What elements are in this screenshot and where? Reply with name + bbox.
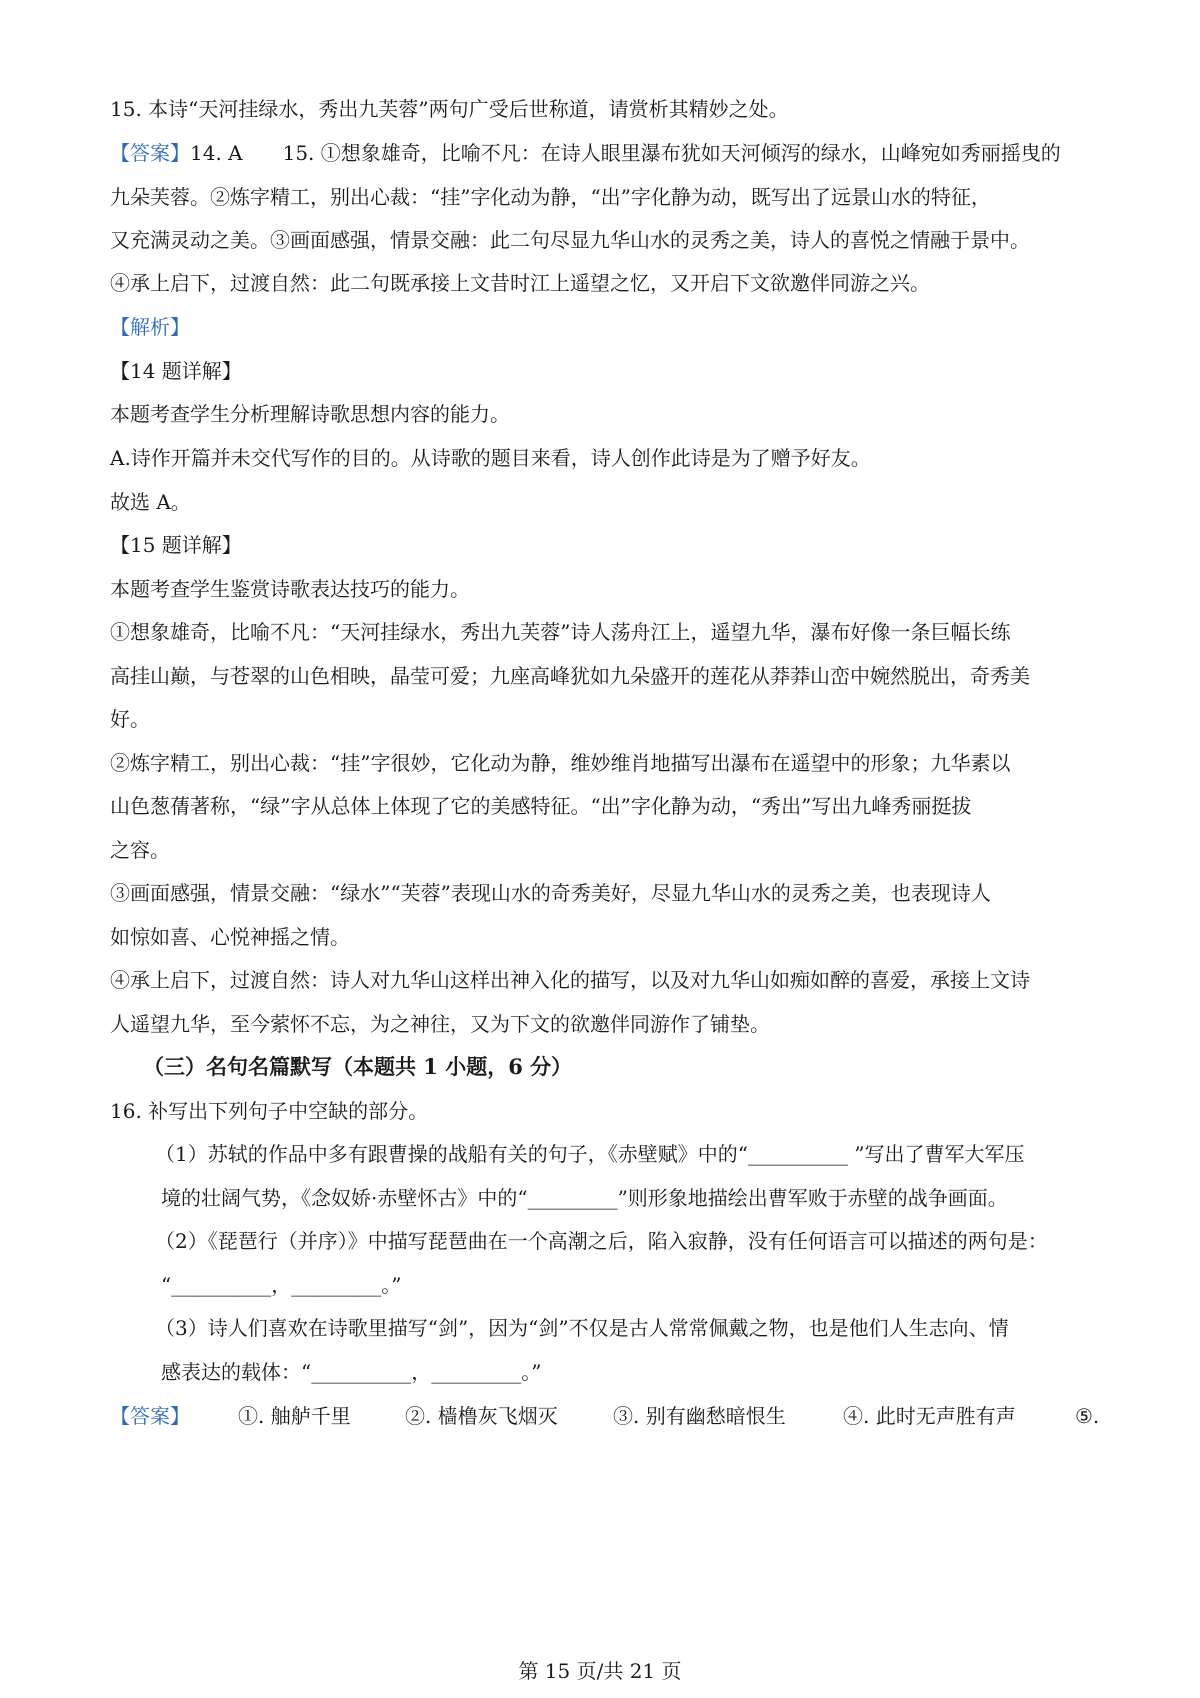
q15-detail-4: 好。 [110, 707, 150, 731]
q15-answer-line-2: 九朵芙蓉。②炼字精工，别出心裁：“挂”字化动为静，“出”字化静为动，既写出了远景山水的特征， [110, 185, 991, 209]
q16-answer-tag: 【答案】 [110, 1404, 190, 1428]
q16-answer-item: ①. 舳舻千里 [238, 1404, 351, 1428]
q14-line-3: 故选 A。 [110, 490, 191, 514]
analysis-tag: 【解析】 [110, 315, 190, 339]
q14-line-1: 本题考查学生分析理解诗歌思想内容的能力。 [110, 402, 510, 426]
page-footer: 第 15 页/共 21 页 [518, 1659, 682, 1683]
q15-detail-9: 如惊如喜、心悦神摇之情。 [110, 925, 350, 949]
q15-detail-2: ①想象雄奇，比喻不凡：“天河挂绿水，秀出九芙蓉”诗人荡舟江上，遥望九华，瀑布好像一条巨幅长练 [110, 620, 1011, 644]
q16-part1-line-2: 境的壮阔气势，《念奴娇·赤壁怀古》中的“_________”则形象地描绘出曹军败于赤壁的战争画面。 [161, 1186, 1008, 1210]
answer-tag: 【答案】 [110, 141, 190, 165]
q15-detail-3: 高挂山巅，与苍翠的山色相映，晶莹可爱；九座高峰犹如九朵盛开的莲花从莽莽山峦中婉然脱出，奇秀美 [110, 664, 1030, 688]
q15-answer-line-4: ④承上启下，过渡自然：此二句既承接上文昔时江上遥望之忆，又开启下文欲邀伴同游之兴。 [110, 271, 930, 295]
q16-answer-item: ④. 此时无声胜有声 [843, 1404, 1016, 1428]
q15-answer-line-3: 又充满灵动之美。③画面感强，情景交融：此二句尽显九华山水的灵秀之美，诗人的喜悦之情融于景中。 [110, 228, 1030, 252]
q15-detail-1: 本题考查学生鉴赏诗歌表达技巧的能力。 [110, 577, 470, 601]
q15-detail-11: 人遥望九华，至今萦怀不忘，为之神往，又为下文的欲邀伴同游作了铺垫。 [110, 1012, 770, 1036]
q15-detail-10: ④承上启下，过渡自然：诗人对九华山这样出神入化的描写，以及对九华山如痴如醉的喜爱，承接上文诗 [110, 968, 1030, 992]
answer-text: 14. A 15. ①想象雄奇，比喻不凡：在诗人眼里瀑布犹如天河倾泻的绿水，山峰宛如秀丽摇曳的 [190, 141, 1061, 165]
q15-heading: 【15 题详解】 [110, 533, 242, 557]
q16-question: 16. 补写出下列句子中空缺的部分。 [110, 1099, 429, 1123]
q14-line-2: A.诗作开篇并未交代写作的目的。从诗歌的题目来看，诗人创作此诗是为了赠予好友。 [110, 446, 871, 470]
q16-part1-line-1: （1）苏轼的作品中多有跟曹操的战船有关的句子，《赤壁赋》中的“__________ ”写出了曹军大军压 [155, 1142, 1025, 1166]
q15-detail-5: ②炼字精工，别出心裁：“挂”字很妙，它化动为静，维妙维肖地描写出瀑布在遥望中的形象；九华素以 [110, 751, 1011, 775]
q15-detail-6: 山色葱蒨著称，“绿”字从总体上体现了它的美感特征。“出”字化静为动，“秀出”写出九峰秀丽挺拔 [110, 794, 972, 818]
q15-answer-line-1 [110, 140, 1061, 166]
q16-part3-line-1: （3）诗人们喜欢在诗歌里描写“剑”，因为“剑”不仅是古人常常佩戴之物，也是他们人生志向、情 [155, 1316, 1009, 1340]
q16-answer-item: ⑤. [1075, 1404, 1100, 1428]
q16-part2-line-1: （2）《琵琶行（并序）》中描写琵琶曲在一个高潮之后，陷入寂静，没有任何语言可以描述的两句是： [155, 1229, 1048, 1253]
q15-question: 15. 本诗“天河挂绿水，秀出九芙蓉”两句广受后世称道，请赏析其精妙之处。 [110, 97, 789, 121]
section-heading: （三）名句名篇默写（本题共 1 小题，6 分） [143, 1054, 573, 1079]
q16-part2-line-2: “__________，_________。” [161, 1273, 402, 1297]
q16-answer-item: ③. 别有幽愁暗恨生 [613, 1404, 786, 1428]
q15-detail-7: 之容。 [110, 838, 170, 862]
q16-part3-line-2: 感表达的载体：“__________，_________。” [161, 1360, 542, 1384]
q16-answer-item: ②. 樯橹灰飞烟灭 [405, 1404, 558, 1428]
q15-detail-8: ③画面感强，情景交融：“绿水”“芙蓉”表现山水的奇秀美好，尽显九华山水的灵秀之美，也表现诗人 [110, 881, 991, 905]
q14-heading: 【14 题详解】 [110, 359, 242, 383]
